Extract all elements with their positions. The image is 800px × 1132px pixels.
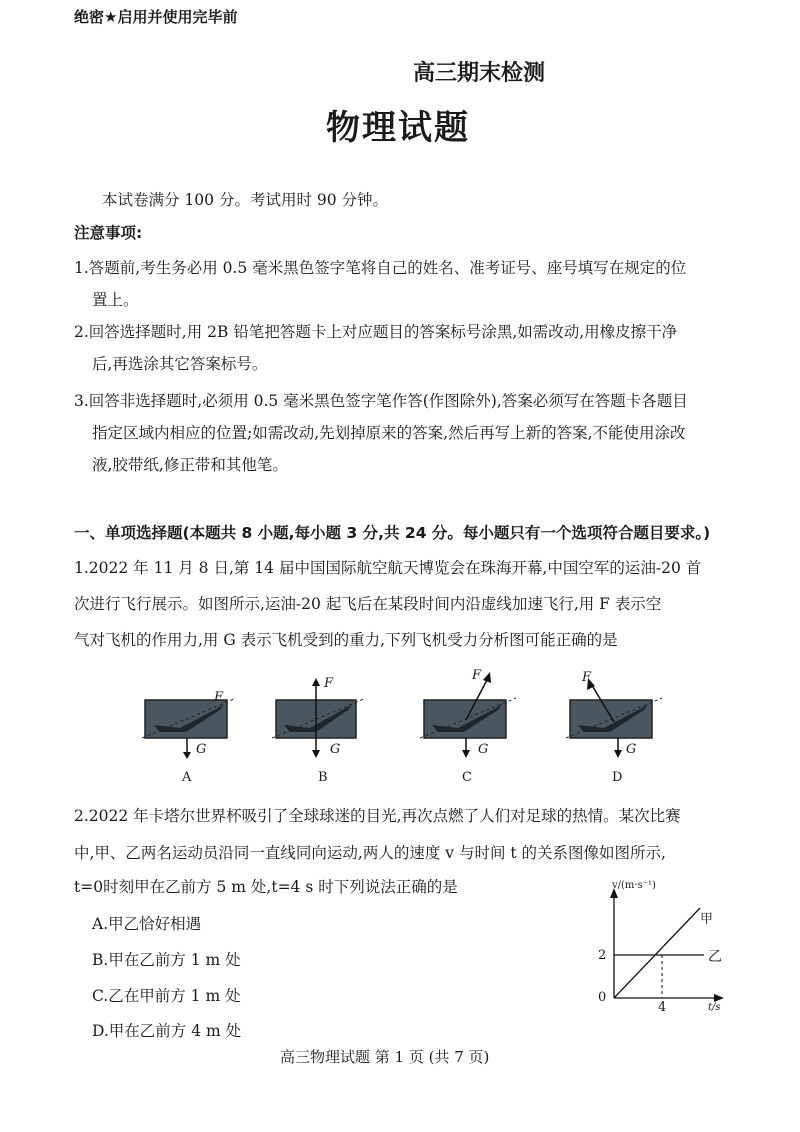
notice-item-3-line-3: 液,胶带纸,修正带和其他笔。 [92,456,288,474]
q2-line-1: 2.2022 年卡塔尔世界杯吸引了全球球迷的目光,再次点燃了人们对足球的热情。某次比赛 [74,807,681,825]
q1-line-2: 次进行飞行展示。如图所示,运油-20 起飞后在某段时间内沿虚线加速飞行,用 F 表示空 [74,595,662,613]
notice-item-3-line-1: 3.回答非选择题时,必须用 0.5 毫米黑色签字笔作答(作图除外),答案必须写在答题卡各题目 [74,392,688,410]
q2-series-yi-label: 乙 [708,949,722,965]
q1-a-g-label: G [196,742,207,757]
q1-d-f-label: F [582,670,592,685]
q2-graph-xlabel: t/s [708,1002,721,1013]
q1-a-f-label: F [214,690,224,705]
section-1-heading: 一、单项选择题(本题共 8 小题,每小题 3 分,共 24 分。每小题只有一个选项符合题目要求。) [74,524,711,542]
q1-figure-a [140,680,240,760]
notice-heading: 注意事项: [74,224,143,242]
q1-b-f-label: F [324,676,334,691]
q2-series-jia-label: 甲 [700,912,714,927]
exam-name: 高三期末检测 [413,61,546,86]
q2-option-d[interactable]: D.甲在乙前方 4 m 处 [92,1022,242,1040]
q1-option-a: A [182,770,192,785]
notice-item-1-line-1: 1.答题前,考生务必用 0.5 毫米黑色签字笔将自己的姓名、准考证号、座号填写在规定的位 [74,259,687,277]
q2-line-2: 中,甲、乙两名运动员沿同一直线同向运动,两人的速度 v 与时间 t 的关系图像如图所示, [74,844,666,862]
q1-line-1: 1.2022 年 11 月 8 日,第 14 届中国国际航空航天博览会在珠海开幕,中国空军的运油-20 首 [74,559,702,577]
q2-graph-x-tick: 4 [658,1000,667,1015]
q2-option-a[interactable]: A.甲乙恰好相遇 [92,915,202,933]
notice-item-3-line-2: 指定区域内相应的位置;如需改动,先划掉原来的答案,然后再写上新的答案,不能使用涂改 [92,424,686,442]
q2-graph-origin: 0 [598,990,607,1005]
q1-figure-b [270,676,370,760]
notice-item-2-line-2: 后,再选涂其它答案标号。 [92,355,268,373]
q1-figure-d [564,666,674,760]
page-title: 物理试题 [326,108,470,148]
intro-text: 本试卷满分 100 分。考试用时 90 分钟。 [102,191,389,209]
q2-graph-ylabel: v/(m·s⁻¹) [612,880,656,891]
q1-option-d: D [612,770,623,785]
q1-option-b: B [318,770,328,785]
q1-b-g-label: G [330,742,341,757]
notice-item-2-line-1: 2.回答选择题时,用 2B 铅笔把答题卡上对应题目的答案标号涂黑,如需改动,用橡皮擦干净 [74,323,678,341]
confidential-label: 绝密★启用并使用完毕前 [74,8,238,26]
q2-line-3: t=0时刻甲在乙前方 5 m 处,t=4 s 时下列说法正确的是 [74,878,458,896]
q2-option-b[interactable]: B.甲在乙前方 1 m 处 [92,951,241,969]
q1-line-3: 气对飞机的作用力,用 G 表示飞机受到的重力,下列飞机受力分析图可能正确的是 [74,631,618,649]
q1-c-g-label: G [478,742,489,757]
q2-graph-y-tick: 2 [598,948,607,963]
q1-option-c: C [462,770,472,785]
q2-option-c[interactable]: C.乙在甲前方 1 m 处 [92,987,241,1005]
notice-item-1-line-2: 置上。 [92,291,139,309]
q1-d-g-label: G [626,742,637,757]
page-footer: 高三物理试题 第 1 页 (共 7 页) [280,1048,490,1066]
q1-c-f-label: F [472,668,482,683]
